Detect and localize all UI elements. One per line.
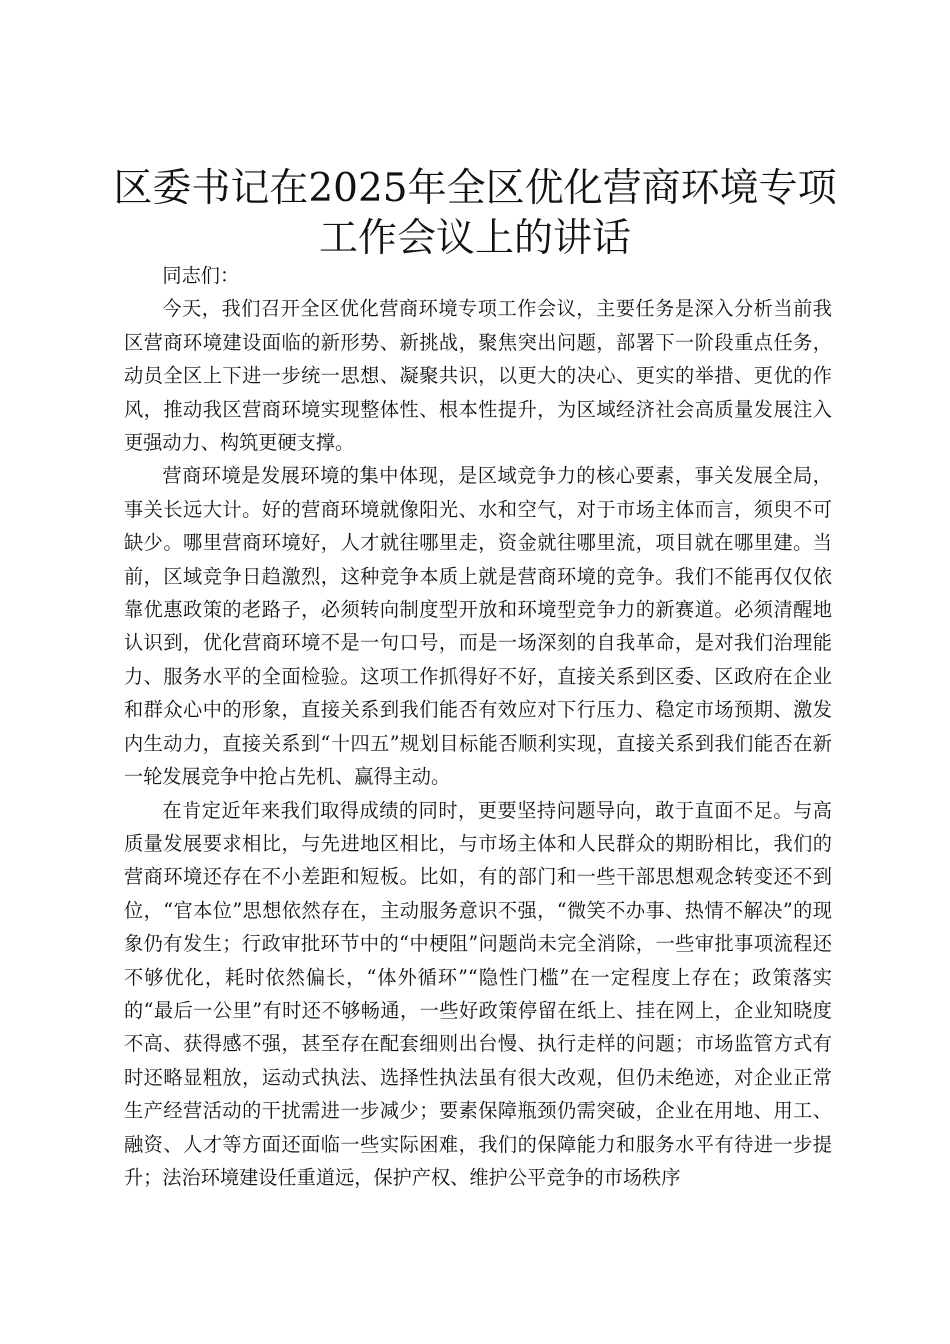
paragraph-1: 今天，我们召开全区优化营商环境专项工作会议，主要任务是深入分析当前我区营商环境建设面临的新形势、新挑战，聚焦突出问题，部署下一阶段重点任务，动员全区上下进一步统一思想、凝聚共识，以更大的决心、更实的举措、更优的作风，推动我区营商环境实现整体性、根本性提升，为区域经济社会高质量发展注入更强动力、构筑更硬支撑。 [124,297,832,455]
paragraph-3: 在肯定近年来我们取得成绩的同时，更要坚持问题导向，敢于直面不足。与高质量发展要求相比，与先进地区相比，与市场主体和人民群众的期盼相比，我们的营商环境还存在不小差距和短板。比如，有的部门和一些干部思想观念转变还不到位，“官本位”思想依然存在，主动服务意识不强，“微笑不办事、热情不解决”的现象仍有发生；行政审批环节中的“中梗阻”问题尚未完全消除，一些审批事项流程还不够优化，耗时依然偏长，“体外循环”“隐性门槛”在一定程度上存在；政策落实的“最后一公里”有时还不够畅通，一些好政策停留在纸上、挂在网上，企业知晓度不高、获得感不强，甚至存在配套细则出台慢、执行走样的问题；市场监管方式有时还略显粗放，运动式执法、选择性执法虽有很大改观，但仍未绝迹，对企业正常生产经营活动的干扰需进一步减少；要素保障瓶颈仍需突破，企业在用地、用工、融资、人才等方面还面临一些实际困难，我们的保障能力和服务水平有待进一步提升；法治环境建设任重道远，保护产权、维护公平竞争的市场秩序 [124,798,832,1189]
document-title: 区委书记在2025年全区优化营商环境专项工作会议上的讲话 [113,166,837,261]
salutation: 同志们： [162,264,240,287]
document-body [124,259,832,1194]
paragraph-2: 营商环境是发展环境的集中体现，是区域竞争力的核心要素，事关发展全局，事关长远大计。好的营商环境就像阳光、水和空气，对于市场主体而言，须臾不可缺少。哪里营商环境好，人才就往哪里走，资金就往哪里流，项目就在哪里建。当前，区域竞争日趋激烈，这种竞争本质上就是营商环境的竞争。我们不能再仅仅依靠优惠政策的老路子，必须转向制度型开放和环境型竞争力的新赛道。必须清醒地认识到，优化营商环境不是一句口号，而是一场深刻的自我革命，是对我们治理能力、服务水平的全面检验。这项工作抓得好不好，直接关系到区委、区政府在企业和群众心中的形象，直接关系到我们能否有效应对下行压力、稳定市场预期、激发内生动力，直接关系到“十四五”规划目标能否顺利实现，直接关系到我们能否在新一轮发展竞争中抢占先机、赢得主动。 [124,464,832,789]
